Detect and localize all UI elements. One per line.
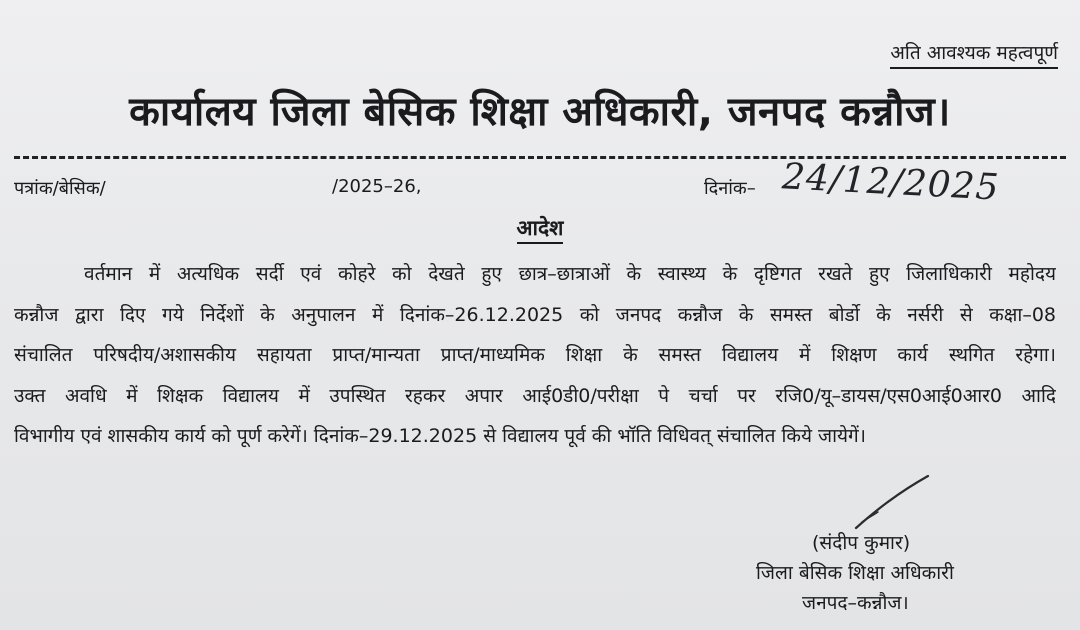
signature-mark (852, 472, 932, 532)
order-line: विभागीय एवं शासकीय कार्य को पूर्ण करेगें। दिनांक–29.12.2025 से विद्यालय पूर्व की भॉति विधिवत् संचालित किये जायेगें। (14, 425, 866, 447)
signatory-name: (संदीप कुमार) (812, 532, 911, 554)
date-label: दिनांक– (704, 178, 756, 199)
signatory-designation: जिला बेसिक शिक्षा अधिकारी (756, 562, 954, 584)
order-heading (0, 214, 1080, 242)
office-title: कार्यालय जिला बेसिक शिक्षा अधिकारी, जनपद कन्नौज। (129, 89, 951, 135)
order-line: संचालित परिषदीय/अशासकीय सहायता प्राप्त/मान्यता प्राप्त/माध्यमिक शिक्षा के समस्त विद्यालय में शिक्षण कार्य स्थगित रहेगा। (14, 344, 1056, 366)
order-line: उक्त अवधि में शिक्षक विद्यालय में उपस्थित रहकर अपार आई0डी0/परीक्षा पे चर्चा पर रजि0/यू–डायस/एस0आई0आर0 आदि (14, 384, 1056, 407)
handwritten-date: 24/12/2025 (781, 156, 1001, 209)
reference-row (14, 156, 1064, 210)
order-heading-text: आदेश (517, 216, 564, 244)
signatory-district: जनपद–कन्नौज। (802, 592, 909, 614)
order-line: कन्नौज द्वारा दिए गये निर्देशों के अनुपालन में दिनांक–26.12.2025 को जनपद कन्नौज के समस्त बोर्डो के नर्सरी से कक्षा–08 (14, 303, 1056, 326)
order-line: वर्तमान में अत्यधिक सर्दी एवं कोहरे को देखते हुए छात्र–छात्राओं के स्वास्थ्य के दृष्टिगत रखते हुए जिलाधिकारी महोदय (84, 263, 1056, 285)
order-body (14, 258, 1056, 461)
letter-number: पत्रांक/बेसिक/ (14, 178, 106, 199)
signatory-block (728, 528, 1028, 618)
session-year: /2025–26, (332, 176, 422, 197)
dashed-divider (14, 156, 1066, 159)
urgency-note: अति आवश्यक महत्वपूर्ण (890, 42, 1058, 64)
